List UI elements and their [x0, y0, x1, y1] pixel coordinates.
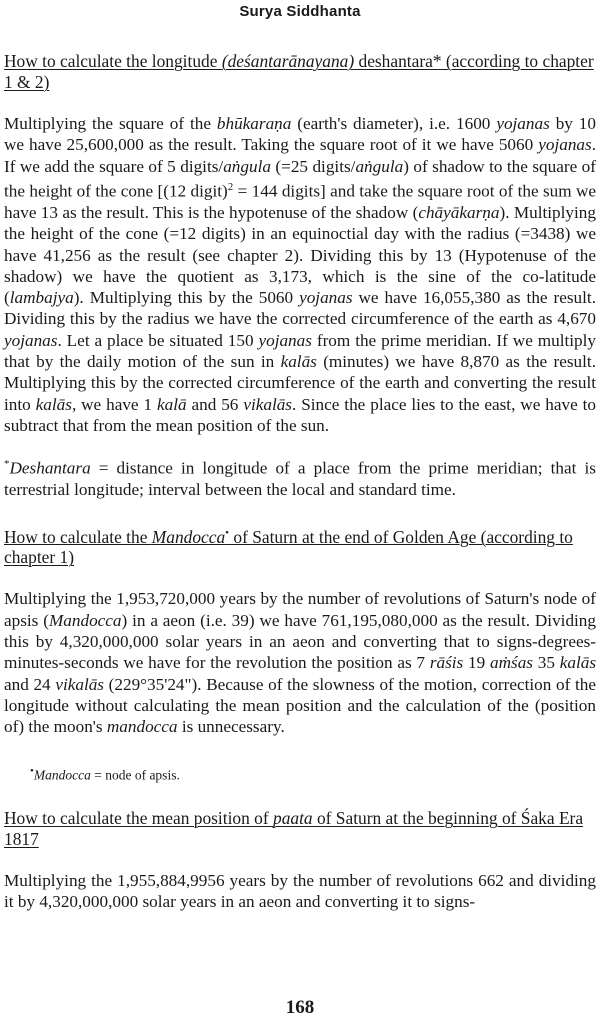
page-number: 168 [285, 997, 315, 1018]
heading-text: deshantara* (according to chapter 1 & 2) [4, 51, 594, 92]
paragraph-mandocca [4, 588, 596, 737]
section-heading-longitude [4, 51, 596, 93]
text: . Since the place lies to the east, we have to subtract that from the mean position of the sun. [4, 394, 596, 435]
text: . Let a place be situated 150 [57, 330, 259, 350]
term: yojanas [258, 330, 312, 350]
term: yojanas [299, 288, 353, 308]
text: and 56 [186, 394, 244, 414]
footnote-text: = node of apsis. [90, 767, 180, 783]
footnote-mandocca [30, 761, 596, 786]
term: vikalās [243, 394, 292, 414]
heading-text: How to calculate the longitude [4, 51, 222, 71]
footnote-text: = distance in longitude of a place from the prime meridian; that is terrestrial longitude; interval between the local and standard time. [4, 458, 596, 500]
heading-term: (deśantarānayana) [221, 51, 355, 71]
term: kalās [559, 653, 597, 673]
text: 35 [532, 653, 560, 673]
term: yojanas [496, 114, 550, 133]
text: by 10 we have 25,600,000 as the result. Taking the square root of it we have 5060 [4, 114, 596, 155]
term: yojanas [538, 135, 592, 155]
term: kalās [35, 394, 72, 414]
heading-term: paata [273, 808, 313, 829]
footnote-deshantara [4, 454, 596, 500]
text: (=25 digits/ [270, 156, 356, 176]
text: . If we add the square of 5 digits/ [4, 135, 596, 176]
text: = 144 digits] and take the square root of the sum we have 13 as the result. This is the hypotenuse of the shadow ( [4, 181, 596, 222]
footnote-mark: • [30, 765, 34, 778]
text: , we have 1 [71, 394, 157, 414]
term: kalās [280, 352, 317, 371]
section-heading-paata [4, 808, 596, 850]
text: and 24 [4, 674, 56, 694]
term: mandocca [106, 717, 178, 737]
heading-text: of Saturn at the beginning of Śaka Era 1817 [4, 808, 584, 850]
term: aṅgula [223, 156, 271, 176]
superscript: 2 [227, 180, 234, 193]
text: ) in a aeon (i.e. 39) we have 761,195,080,000 as the result. Dividing this by 4,320,000,000 solar years in an aeon and converting that to signs-degrees-minutes-seconds we have for the revolution the position as 7 [4, 610, 596, 673]
term: Mandocca [48, 610, 122, 630]
section-heading-mandocca [4, 523, 596, 569]
term: kalā [156, 394, 187, 414]
term: vikalās [55, 674, 104, 694]
heading-text: How to calculate the mean position of [4, 808, 273, 829]
text: from the prime meridian. If we multiply that by the daily motion of the sun in [4, 330, 597, 371]
text: Multiplying the 1,953,720,000 years by the number of revolutions of Saturn's node of apsis ( [4, 589, 596, 630]
footnote-mark: * [4, 458, 10, 471]
text: Multiplying the square of the [4, 114, 217, 133]
term: bhūkaraṇa [216, 114, 292, 133]
text: (earth's diameter), i.e. 1600 [291, 114, 497, 133]
term: aṅgula [355, 156, 404, 176]
text: (229°35'24"). Because of the slowness of the motion, correction of the longitude without calculating the mean position and the calculation of the (position of) the moon's [4, 674, 596, 737]
text: ) of shadow to the square of the height of the cone [(12 digit) [4, 156, 596, 201]
paragraph-longitude [4, 113, 596, 436]
text: is unnecessary. [177, 717, 285, 737]
term: aṁśas [490, 653, 533, 673]
text: ). Multiplying this by the 5060 [73, 288, 300, 308]
heading-term: Mandocca [151, 526, 226, 547]
running-head: Surya Siddhanta [239, 3, 361, 20]
term: chāyākarṇa [418, 202, 500, 222]
footnote-term: Deshantara [9, 458, 91, 478]
text: (minutes) we have 8,870 as the result. Multiplying this by the corrected circumference of the earth and converting the result into [4, 352, 597, 414]
text: ). Multiplying the height of the cone (=12 digits) in an equinoctial day with the radius (=3438) we have 41,256 as the result (see chapter 2). Dividing this by 13 (Hypotenuse of the shadow) we have the quotient as 3,173, which is the sine of the co-latitude ( [4, 202, 596, 308]
heading-text: How to calculate the [4, 526, 152, 547]
term: yojanas [4, 330, 58, 350]
text: 19 [463, 653, 490, 673]
footnote-mark: • [225, 526, 230, 539]
term: rāśis [429, 653, 464, 673]
text: we have 16,055,380 as the result. Dividing this by the radius we have the corrected circumference of the earth as 4,670 [4, 288, 596, 329]
paragraph-paata: Multiplying the 1,955,884,9956 years by the number of revolutions 662 and dividing it by 4,320,000,000 solar years in an aeon and converting it to signs- [4, 871, 596, 912]
term: lambajya [9, 288, 74, 308]
heading-text: of Saturn at the end of Golden Age (according to chapter 1) [4, 526, 573, 568]
footnote-term: Mandocca [33, 767, 91, 783]
